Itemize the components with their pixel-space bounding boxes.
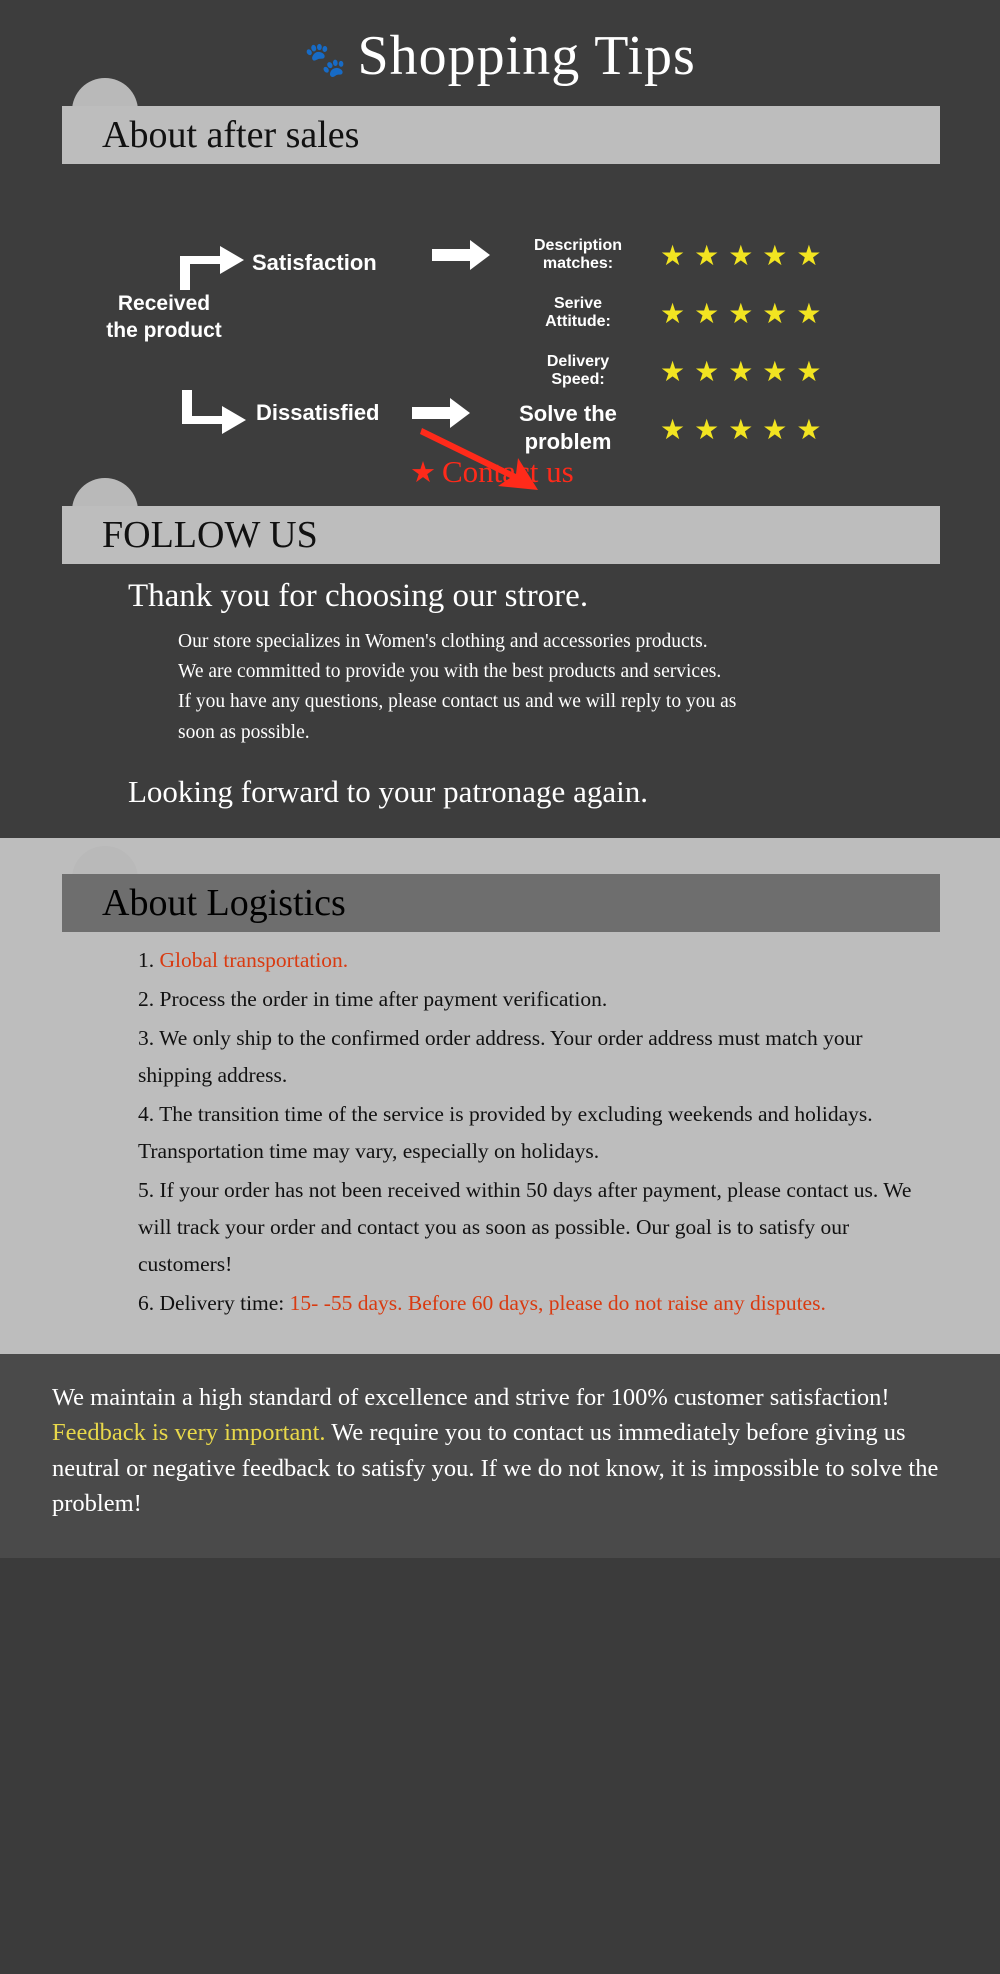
rating-list	[518, 226, 938, 458]
logistics-section	[0, 838, 1000, 1354]
logistics-item-6-num: 6.	[138, 1290, 155, 1315]
store-description	[178, 627, 910, 748]
logistics-item-4-num: 4.	[138, 1101, 155, 1126]
page-title-text: Shopping Tips	[357, 25, 696, 87]
contact-star-icon: ★	[410, 457, 436, 489]
logistics-item-6-highlight: 15- -55 days. Before 60 days, please do not raise any disputes.	[289, 1290, 826, 1315]
footer-feedback-highlight: Feedback is very important.	[52, 1419, 326, 1447]
after-sales-flow-diagram	[0, 178, 1000, 488]
logistics-banner-wrap	[62, 874, 940, 932]
follow-us-banner-label: FOLLOW US	[102, 514, 318, 556]
logistics-item-4-text: The transition time of the service is provided by excluding weekends and holidays. Transportation time may vary, especially on holidays.	[138, 1101, 873, 1163]
store-description-line-1: Our store specializes in Women's clothing and accessories products.	[178, 631, 708, 652]
rating-row	[518, 226, 938, 284]
logistics-item-6-text: Delivery time:	[159, 1290, 290, 1315]
follow-banner-wrap	[62, 506, 940, 564]
logistics-banner	[62, 874, 940, 932]
contact-us-cta[interactable]	[410, 454, 574, 490]
logistics-item-6	[138, 1285, 920, 1322]
logistics-item-5-num: 5.	[138, 1177, 155, 1202]
arrow-up-icon	[176, 238, 248, 299]
store-description-line-4: soon as possible.	[178, 721, 310, 743]
logistics-banner-label: About Logistics	[102, 881, 346, 924]
looking-forward-text: Looking forward to your patronage again.	[128, 773, 648, 809]
store-description-line-2: We are committed to provide you with the best products and services.	[178, 661, 722, 683]
logistics-item-2-text: Process the order in time after payment verification.	[159, 986, 608, 1011]
follow-us-section	[0, 506, 1000, 810]
footer-section	[0, 1354, 1000, 1558]
rating-label-delivery: Delivery Speed:	[546, 352, 610, 388]
logistics-item-3	[138, 1020, 920, 1094]
paw-icon: 🐾	[304, 42, 348, 80]
flow-solve-label: Solve the problem	[519, 401, 617, 454]
logistics-item-2	[138, 981, 920, 1018]
rating-label-description: Description matches:	[533, 236, 622, 272]
rating-stars-delivery: ★★★★★	[660, 355, 831, 387]
after-sales-banner	[62, 106, 940, 164]
rating-row	[518, 400, 938, 458]
rating-row	[518, 342, 938, 400]
rating-stars-extra: ★★★★★	[660, 413, 831, 445]
arrow-right-icon-1	[432, 240, 492, 275]
rating-label-service: Serive Attitude:	[545, 294, 611, 330]
after-sales-banner-label: About after sales	[102, 114, 360, 156]
logistics-item-1-text: Global transportation.	[159, 947, 349, 972]
flow-satisfaction-label: Satisfaction	[252, 250, 377, 275]
logistics-item-4	[138, 1096, 920, 1170]
logistics-item-2-num: 2.	[138, 986, 155, 1011]
logistics-item-5	[138, 1172, 920, 1283]
rating-row	[518, 284, 938, 342]
rating-stars-description: ★★★★★	[660, 239, 831, 271]
logistics-item-3-text: We only ship to the confirmed order address. Your order address must match your shipping address.	[138, 1025, 863, 1087]
rating-stars-service: ★★★★★	[660, 297, 831, 329]
logistics-item-1-num: 1.	[138, 947, 155, 972]
contact-us-label: Contact us	[442, 454, 574, 489]
logistics-item-1	[138, 942, 920, 979]
after-sales-banner-wrap	[62, 106, 940, 164]
arrow-down-icon	[178, 386, 250, 447]
logistics-item-3-num: 3.	[138, 1025, 155, 1050]
logistics-item-5-text: If your order has not been received within 50 days after payment, please contact us. We will track your order and contact you as soon as possible. Our goal is to satisfy our customers!	[138, 1177, 912, 1276]
thanks-heading: Thank you for choosing our strore.	[128, 578, 589, 614]
flow-dissatisfied-label: Dissatisfied	[256, 400, 380, 425]
page-title	[0, 0, 1000, 106]
after-sales-section	[0, 0, 1000, 838]
footer-line-1: We maintain a high standard of excellence and strive for 100% customer satisfaction!	[52, 1383, 890, 1411]
logistics-list	[138, 942, 920, 1322]
store-description-line-3: If you have any questions, please contact us and we will reply to you as	[178, 691, 737, 713]
follow-us-banner	[62, 506, 940, 564]
footer-line-2: We require you to contact us immediately before giving us neutral or negative feedback to satisfy you. If we do not know, it is impossible to solve the problem!	[52, 1419, 939, 1518]
flow-received-label: Received the product	[106, 292, 222, 343]
